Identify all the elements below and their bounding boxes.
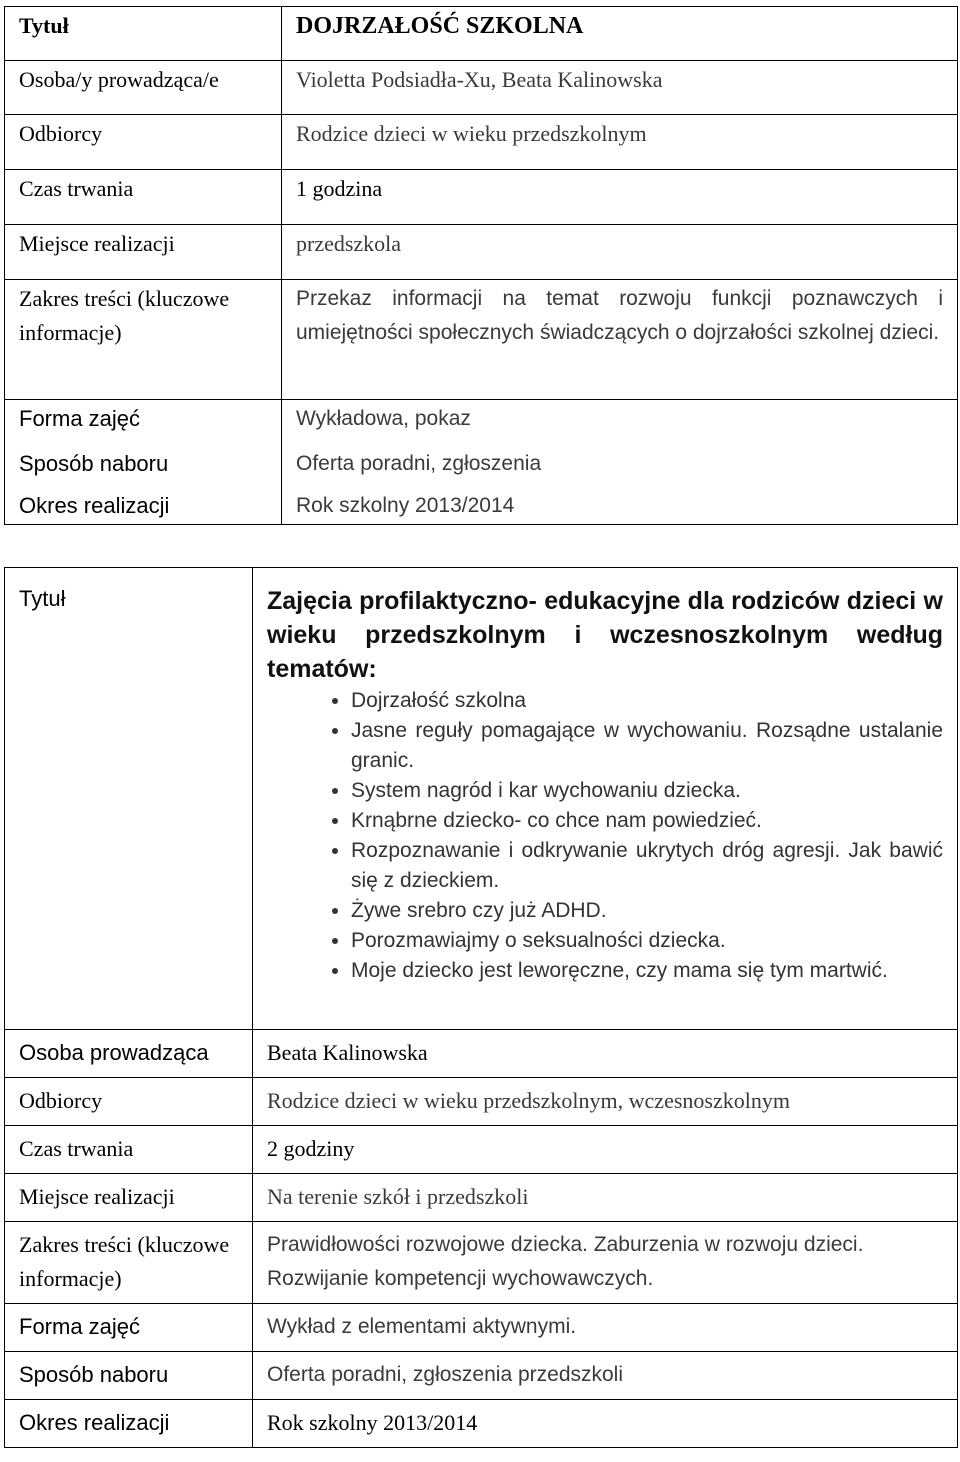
- label-recruitment: Sposób naboru: [5, 445, 282, 487]
- value-host2: Beata Kalinowska: [253, 1030, 958, 1078]
- list-item: • Dojrzałość szkolna: [351, 686, 943, 716]
- topic-cell: [253, 568, 958, 1030]
- label-period2: Okres realizacji: [5, 1400, 253, 1448]
- value-audience2: Rodzice dzieci w wieku przedszkolnym, wczesnoszkolnym: [253, 1078, 958, 1126]
- table-row: [5, 1222, 958, 1304]
- table-row: [5, 115, 958, 170]
- label-place2: Miejsce realizacji: [5, 1174, 253, 1222]
- table-row: [5, 7, 958, 61]
- label-recruitment2: Sposób naboru: [5, 1352, 253, 1400]
- value-duration: 1 godzina: [282, 170, 958, 225]
- label-host: Osoba/y prowadząca/e: [5, 61, 282, 115]
- label-scope2: Zakres treści (kluczowe informacje): [5, 1222, 253, 1304]
- value-form: Wykładowa, pokaz: [282, 400, 958, 445]
- list-item: • Porozmawiajmy o seksualności dziecka.: [351, 926, 943, 956]
- value-recruitment: Oferta poradni, zgłoszenia: [282, 445, 958, 487]
- table-row: [5, 1174, 958, 1222]
- table-row: [5, 280, 958, 400]
- value-audience: Rodzice dzieci w wieku przedszkolnym: [282, 115, 958, 170]
- label-duration: Czas trwania: [5, 170, 282, 225]
- value-form2: Wykład z elementami aktywnymi.: [253, 1304, 958, 1352]
- table-row: [5, 1352, 958, 1400]
- info-table-dojrzalosc: [4, 6, 958, 525]
- table-row: [5, 1126, 958, 1174]
- value-duration2: 2 godziny: [253, 1126, 958, 1174]
- course-title: Zajęcia profilaktyczno- edukacyjne dla rodziców dzieci w wieku przedszkolnym i wczesnoszkolnym według tematów:: [267, 587, 943, 683]
- value-scope2: Prawidłowości rozwojowe dziecka. Zaburzenia w rozwoju dzieci. Rozwijanie kompetencji wychowawczych.: [253, 1222, 958, 1304]
- value-place2: Na terenie szkół i przedszkoli: [253, 1174, 958, 1222]
- value-period: Rok szkolny 2013/2014: [282, 487, 958, 525]
- value-recruitment2: Oferta poradni, zgłoszenia przedszkoli: [253, 1352, 958, 1400]
- table-row: [5, 1400, 958, 1448]
- label-form: Forma zajęć: [5, 400, 282, 445]
- table-row: [5, 487, 958, 525]
- value-host: Violetta Podsiadła-Xu, Beata Kalinowska: [282, 61, 958, 115]
- label-period: Okres realizacji: [5, 487, 282, 525]
- list-item: • Jasne reguły pomagające w wychowaniu. Rozsądne ustalanie granic.: [351, 716, 943, 776]
- topic-list: [267, 686, 943, 986]
- table-row: [5, 1304, 958, 1352]
- value-period2: Rok szkolny 2013/2014: [253, 1400, 958, 1448]
- table-row: [5, 400, 958, 445]
- list-item: • Żywe srebro czy już ADHD.: [351, 896, 943, 926]
- table-row: [5, 445, 958, 487]
- table-row: [5, 568, 958, 1030]
- list-item: • Rozpoznawanie i odkrywanie ukrytych dróg agresji. Jak bawić się z dzieckiem.: [351, 836, 943, 896]
- info-table-zajecia: [4, 567, 958, 1448]
- label-title2: Tytuł: [5, 568, 253, 1030]
- list-item: • Krnąbrne dziecko- co chce nam powiedzieć.: [351, 806, 943, 836]
- list-item: • System nagród i kar wychowaniu dziecka.: [351, 776, 943, 806]
- label-audience2: Odbiorcy: [5, 1078, 253, 1126]
- label-scope: Zakres treści (kluczowe informacje): [5, 280, 282, 400]
- label-audience: Odbiorcy: [5, 115, 282, 170]
- table-row: [5, 225, 958, 280]
- value-scope: Przekaz informacji na temat rozwoju funkcji poznawczych i umiejętności społecznych świadczących o dojrzałości szkolnej dzieci.: [282, 280, 958, 400]
- label-title: Tytuł: [5, 7, 282, 61]
- table-row: [5, 1030, 958, 1078]
- value-place: przedszkola: [282, 225, 958, 280]
- table-row: [5, 170, 958, 225]
- label-duration2: Czas trwania: [5, 1126, 253, 1174]
- table-row: [5, 61, 958, 115]
- label-place: Miejsce realizacji: [5, 225, 282, 280]
- list-item: • Moje dziecko jest leworęczne, czy mama się tym martwić.: [351, 956, 943, 986]
- table-row: [5, 1078, 958, 1126]
- label-form2: Forma zajęć: [5, 1304, 253, 1352]
- value-title: DOJRZAŁOŚĆ SZKOLNA: [282, 7, 958, 61]
- label-host2: Osoba prowadząca: [5, 1030, 253, 1078]
